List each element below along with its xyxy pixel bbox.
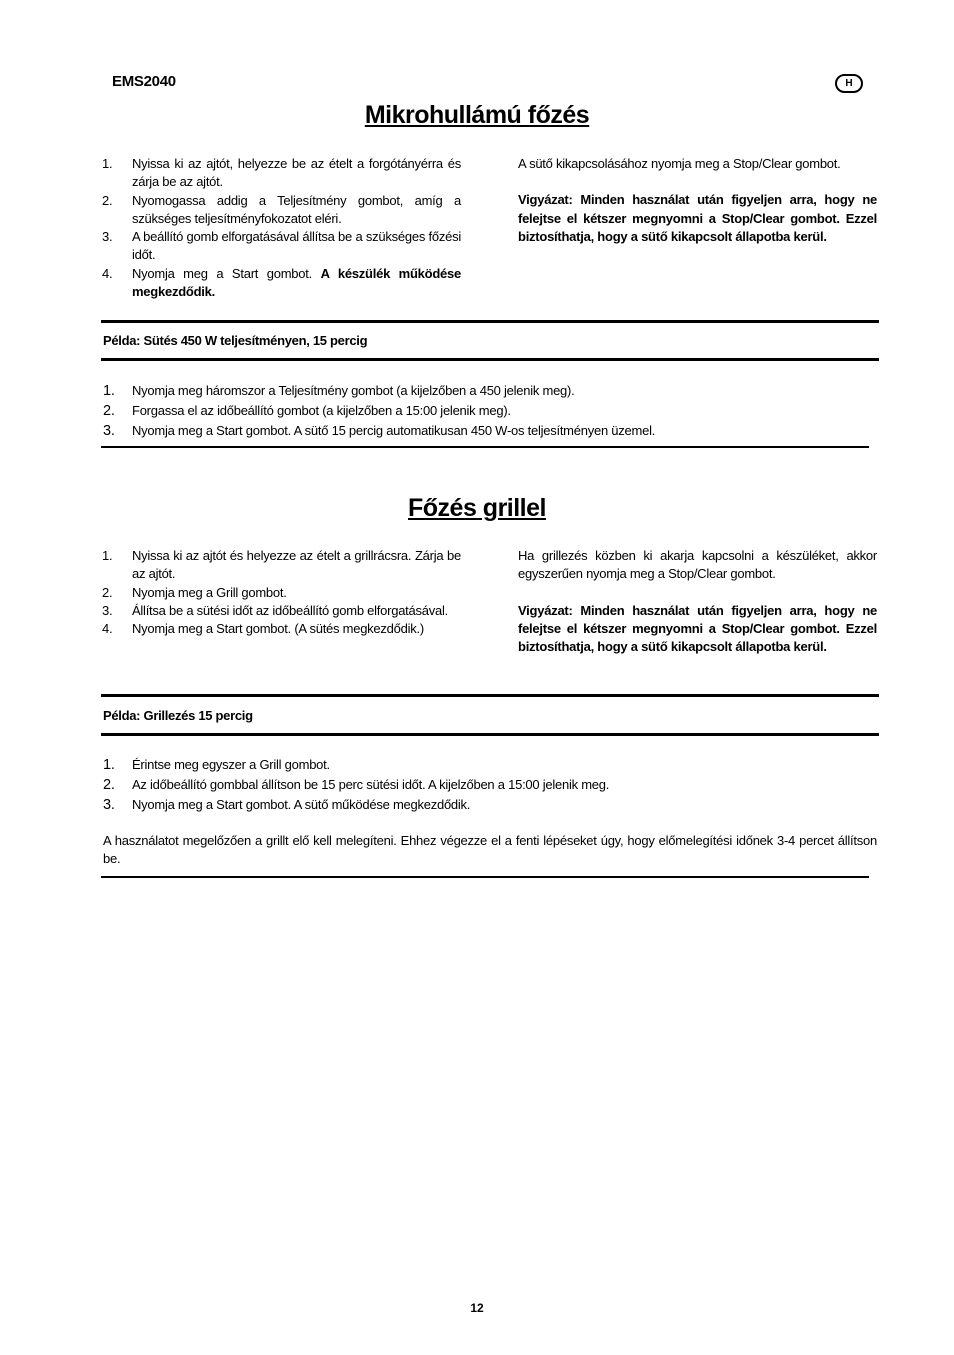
list-item: 2. Nyomja meg a Grill gombot. — [102, 584, 287, 600]
page-number: 12 — [470, 1301, 484, 1315]
grill-steps — [102, 547, 461, 638]
example-title: Példa: Sütés 450 W teljesítményen, 15 percig — [103, 333, 368, 348]
example-title: Példa: Grillezés 15 percig — [103, 708, 253, 723]
preheat-note: A használatot megelőzően a grillt elő kell melegíteni. Ehhez végezze el a fenti lépéseket úgy, hogy előmelegítési időnek 3-4 percet állítson be. — [103, 833, 877, 867]
microwave-notes — [518, 155, 877, 246]
list-item: 1. Nyissa ki az ajtót, helyezze be az ételt a forgótányérra és zárja be az ajtót. — [102, 156, 461, 190]
divider — [101, 733, 879, 736]
model-number: EMS2040 — [112, 73, 176, 90]
list-item: 3. Állítsa be a sütési időt az időbeállító gomb elforgatásával. — [102, 602, 448, 618]
warning-note: Vigyázat: Minden használat után figyeljen arra, hogy ne felejtse el kétszer megnyomni a Stop/Clear gombot. Ezzel biztosíthatja, hogy a sütő kikapcsolt állapotba kerül. — [518, 192, 877, 244]
list-item: 1. Nyomja meg háromszor a Teljesítmény gombot (a kijelzőben a 450 jelenik meg). — [103, 383, 575, 399]
list-item: 2. Az időbeállító gombbal állítson be 15 perc sütési időt. A kijelzőben a 15:00 jelenik meg. — [103, 777, 610, 793]
list-item: 3. A beállító gomb elforgatásával állítsa be a szükséges főzési időt. — [102, 229, 461, 263]
list-item: 3. Nyomja meg a Start gombot. A sütő működése megkezdődik. — [103, 797, 471, 813]
section-title-grill: Főzés grillel — [408, 494, 546, 522]
divider — [101, 358, 879, 361]
list-item: 1. Nyissa ki az ajtót és helyezze az ételt a grillrácsra. Zárja be az ajtót. — [102, 548, 461, 582]
list-item: 2. Forgassa el az időbeállító gombot (a kijelzőben a 15:00 jelenik meg). — [103, 403, 511, 419]
language-badge: H — [835, 74, 863, 93]
grill-notes — [518, 547, 877, 656]
warning-note: Vigyázat: Minden használat után figyeljen arra, hogy ne felejtse el kétszer megnyomni a Stop/Clear gombot. Ezzel biztosíthatja, hogy a sütő kikapcsolt állapotba kerül. — [518, 602, 877, 655]
divider — [101, 446, 869, 448]
list-item: 3. Nyomja meg a Start gombot. A sütő 15 percig automatikusan 450 W-os teljesítményen üzemel. — [103, 423, 656, 439]
stop-note: Ha grillezés közben ki akarja kapcsolni a készüléket, akkor egyszerűen nyomja meg a Stop/Clear gombot. — [518, 548, 877, 582]
grill-example-steps — [103, 755, 863, 815]
section-title-microwave: Mikrohullámú főzés — [364, 101, 590, 129]
microwave-steps — [102, 155, 461, 301]
divider — [101, 320, 879, 323]
microwave-example-steps — [103, 381, 863, 441]
divider — [101, 694, 879, 697]
list-item: 4. Nyomja meg a Start gombot. (A sütés megkezdődik.) — [102, 621, 424, 637]
divider — [101, 876, 869, 878]
list-item: 4. Nyomja meg a Start gombot. A készülék működése megkezdődik. — [102, 265, 461, 300]
list-item: 1. Érintse meg egyszer a Grill gombot. — [103, 757, 330, 773]
list-item: 2. Nyomogassa addig a Teljesítmény gombot, amíg a szükséges teljesítményfokozatot eléri. — [102, 192, 461, 226]
stop-note: A sütő kikapcsolásához nyomja meg a Stop/Clear gombot. — [518, 156, 841, 171]
